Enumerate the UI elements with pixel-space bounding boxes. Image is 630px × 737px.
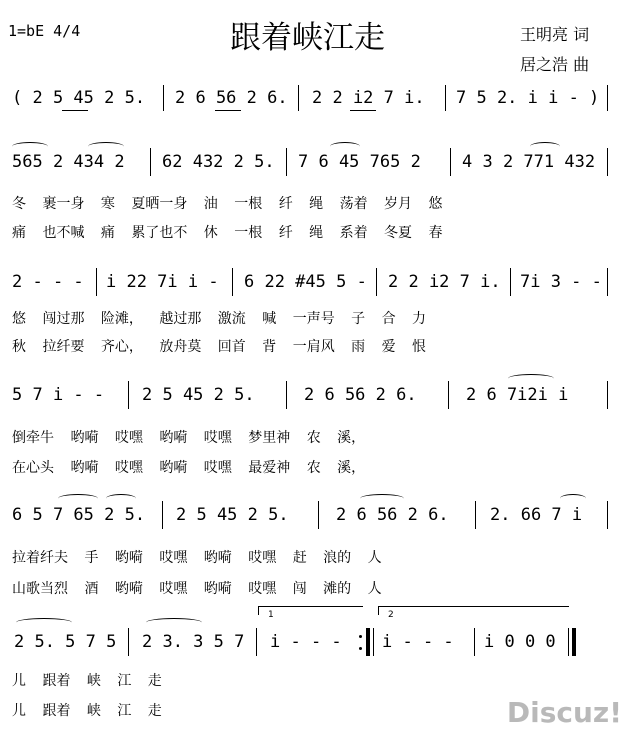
barline	[607, 148, 608, 176]
barline	[298, 85, 299, 111]
song-title: 跟着峡江走	[230, 20, 385, 56]
lyric-verse-1: 儿 跟着 峡 江 走	[12, 673, 162, 689]
slur	[12, 142, 48, 151]
barline	[373, 628, 374, 656]
measure-3-4: 2 2 i2 7 i.	[388, 272, 501, 292]
slur	[16, 618, 72, 627]
barline	[150, 148, 151, 176]
measure-4-2: 2 5 45 2 5.	[142, 385, 255, 405]
final-barline-thick	[572, 628, 576, 656]
barline	[286, 148, 287, 176]
volta-bracket-2	[378, 606, 569, 615]
measure-1-3: 2 2 i2 7 i.	[312, 88, 425, 108]
measure-2-4: 4 3 2 771 432	[462, 152, 596, 172]
barline	[163, 85, 164, 111]
measure-1-2: 2 6 56 2 6.	[175, 88, 288, 108]
final-barline-thin	[568, 628, 569, 656]
barline	[475, 501, 476, 529]
slur	[146, 618, 202, 627]
barline	[607, 381, 608, 409]
composer-credit: 居之浩 曲	[520, 55, 590, 74]
barline	[510, 268, 511, 296]
barline	[607, 268, 608, 296]
barline	[162, 501, 163, 529]
measure-6-2: 2 3. 3 5 7	[142, 632, 245, 652]
barline	[607, 501, 608, 529]
measure-1-4: 7 5 2. i i - )	[456, 88, 600, 108]
repeat-dot	[359, 635, 362, 638]
slur	[360, 494, 404, 503]
measure-6-4: i - - -	[382, 632, 454, 652]
slur	[530, 142, 560, 151]
measure-1-1: ( 2 5 45 2 5.	[12, 88, 146, 108]
underline	[350, 110, 376, 111]
measure-4-1: 5 7 i - -	[12, 385, 105, 405]
measure-4-4: 2 6 7i2i i	[466, 385, 569, 405]
barline	[96, 268, 97, 296]
barline	[256, 628, 257, 656]
measure-6-5: i 0 0 0	[484, 632, 556, 652]
slur	[330, 142, 360, 151]
lyric-verse-2: 痛 也不喊 痛 累了也不 休 一根 纤 绳 系着 冬夏 春	[12, 225, 443, 241]
measure-2-3: 7 6 45 765 2	[298, 152, 421, 172]
barline	[128, 381, 129, 409]
measure-4-3: 2 6 56 2 6.	[304, 385, 417, 405]
lyric-verse-2: 秋 拉纤要 齐心， 放舟莫 回首 背 一肩风 雨 爱 恨	[12, 339, 427, 355]
volta-number-1: 1	[268, 610, 274, 620]
barline	[232, 268, 233, 296]
measure-3-5: 7i 3 - -	[520, 272, 602, 292]
barline	[286, 381, 287, 409]
key-signature: 1=bE 4/4	[8, 22, 81, 40]
measure-3-2: i 22 7i i -	[106, 272, 219, 292]
measure-6-3: i - - -	[270, 632, 342, 652]
slur	[88, 142, 124, 151]
lyric-verse-2: 在心头 哟嗬 哎嘿 哟嗬 哎嘿 最爱神 农 溪，	[12, 460, 366, 476]
lyricist-credit: 王明亮 词	[520, 25, 590, 44]
measure-2-1: 565 2 434 2	[12, 152, 125, 172]
slur	[508, 374, 554, 383]
barline	[376, 268, 377, 296]
underline	[215, 110, 241, 111]
measure-2-2: 62 432 2 5.	[162, 152, 275, 172]
watermark-logo: Discuz!	[506, 696, 622, 729]
barline	[128, 628, 129, 656]
barline	[450, 148, 451, 176]
measure-6-1: 2 5. 5 7 5	[14, 632, 117, 652]
barline	[318, 501, 319, 529]
barline	[607, 85, 608, 111]
barline	[448, 381, 449, 409]
lyric-verse-1: 倒牵牛 哟嗬 哎嘿 哟嗬 哎嘿 梦里神 农 溪，	[12, 430, 366, 446]
volta-bracket-1	[258, 606, 363, 615]
measure-5-3: 2 6 56 2 6.	[336, 505, 449, 525]
barline	[474, 628, 475, 656]
slur	[560, 494, 586, 503]
measure-5-2: 2 5 45 2 5.	[176, 505, 289, 525]
repeat-barline	[366, 628, 370, 656]
measure-3-1: 2 - - -	[12, 272, 84, 292]
measure-5-1: 6 5 7 65 2 5.	[12, 505, 146, 525]
lyric-verse-2: 儿 跟着 峡 江 走	[12, 703, 162, 719]
lyric-verse-1: 冬 裹一身 寒 夏晒一身 油 一根 纤 绳 荡着 岁月 悠	[12, 196, 443, 212]
measure-5-4: 2. 66 7 i	[490, 505, 583, 525]
volta-number-2: 2	[388, 610, 394, 620]
slur	[106, 494, 136, 503]
slur	[58, 494, 98, 503]
lyric-verse-2: 山歌当烈 酒 哟嗬 哎嘿 哟嗬 哎嘿 闯 滩的 人	[12, 581, 382, 597]
lyric-verse-1: 拉着纤夫 手 哟嗬 哎嘿 哟嗬 哎嘿 赶 浪的 人	[12, 550, 382, 566]
lyric-verse-1: 悠 闯过那 险滩， 越过那 激流 喊 一声号 子 合 力	[12, 311, 427, 327]
measure-3-3: 6 22 #45 5 -	[244, 272, 367, 292]
underline	[62, 110, 88, 111]
barline	[445, 85, 446, 111]
repeat-dot	[359, 647, 362, 650]
